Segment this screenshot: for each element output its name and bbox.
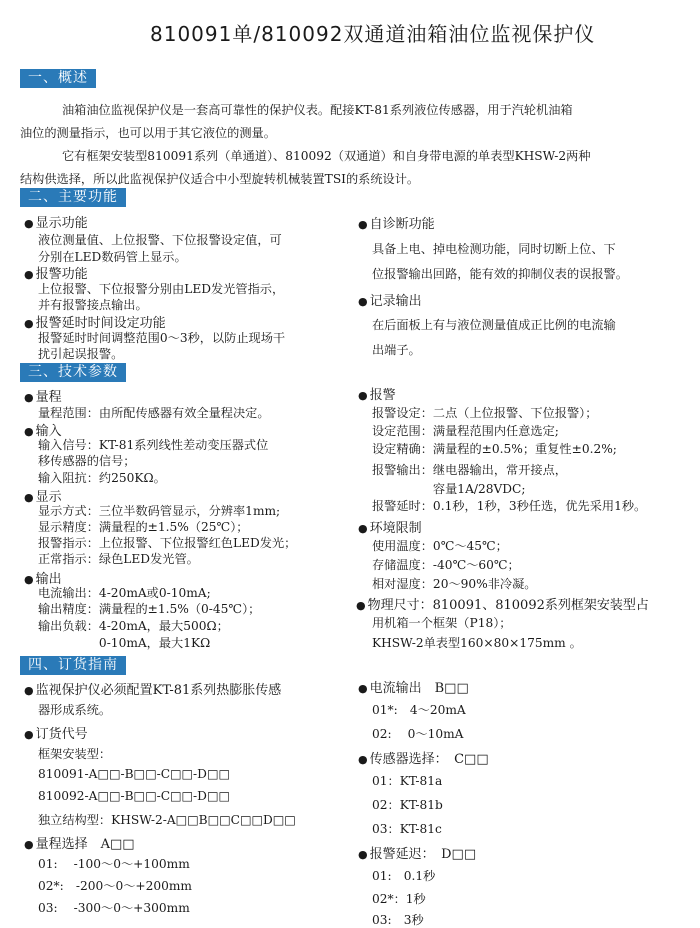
param-detail: KHSW-2单表型160×80×175mm 。 [372, 636, 582, 650]
param-detail: 输出负载：4-20mA，最大500Ω； [38, 619, 229, 633]
param-detail: 使用温度：0℃～45℃； [372, 539, 508, 553]
order-option: 03：KT-81c [372, 822, 442, 836]
overview-line: 结构供选择，所以此监视保护仪适合中小型旋转机械装置TSI的系统设计。 [20, 172, 420, 186]
function-detail: 分别在LED数码管上显示。 [38, 250, 187, 264]
order-item-current-output: ● 电流输出 B□□ [358, 677, 469, 696]
order-detail: 器形成系统。 [38, 703, 112, 717]
function-item-display: ● 显示功能 [24, 212, 88, 231]
param-detail: 量程范围：由所配传感器有效全量程决定。 [38, 406, 270, 420]
function-detail: 上位报警、下位报警分别由LED发光管指示， [38, 282, 285, 296]
param-item-output: ● 输出 [24, 568, 62, 587]
overview-line: 它有框架安装型810091系列（单通道）、810092（双通道）和自身带电源的单表型KHSW-2两种 [62, 149, 591, 163]
param-detail: 输出精度：满量程的±1.5%（0-45℃）； [38, 602, 261, 616]
order-option: 01：KT-81a [372, 774, 443, 788]
param-detail: 报警延时：0.1秒，1秒，3秒任选，优先采用1秒。 [372, 499, 647, 513]
order-code-810092: 810092-A□□-B□□-C□□-D□□ [38, 789, 230, 803]
function-detail: 扰引起误报警。 [38, 347, 124, 361]
param-detail: 正常指示：绿色LED发光管。 [38, 552, 199, 566]
function-detail: 液位测量值、上位报警、下位报警设定值，可 [38, 233, 282, 247]
param-detail: 报警指示：上位报警、下位报警红色LED发光； [38, 536, 297, 550]
overview-line: 油位的测量指示，也可以用于其它液位的测量。 [20, 126, 276, 140]
order-option: 01: 0.1秒 [372, 869, 436, 883]
param-detail: 存储温度：-40℃～60℃； [372, 558, 520, 572]
function-detail: 报警延时时间调整范围0～3秒，以防止现场干 [38, 331, 286, 345]
order-code-810091: 810091-A□□-B□□-C□□-D□□ [38, 767, 230, 781]
section-heading-functions: 二、主要功能 [20, 188, 126, 207]
param-detail: 显示精度：满量程的±1.5%（25℃）； [38, 520, 249, 534]
order-item-alarm-delay: ● 报警延迟： D□□ [358, 843, 476, 862]
param-detail: 用机箱一个框架（P18）； [372, 616, 512, 630]
function-detail: 在后面板上有与液位测量值成正比例的电流输 [372, 318, 616, 332]
param-detail: 报警输出：继电器输出，常开接点， [372, 463, 567, 477]
param-detail: 报警设定：二点（上位报警、下位报警）； [372, 406, 598, 420]
function-item-alarm: ● 报警功能 [24, 263, 88, 282]
function-item-self-diagnosis: ● 自诊断功能 [358, 213, 435, 232]
section-heading-overview: 一、概述 [20, 69, 96, 88]
order-item-requirement: ● 监视保护仪必须配置KT-81系列热膨胀传感 [24, 679, 281, 698]
function-detail: 出端子。 [372, 343, 421, 357]
param-detail: 0-10mA，最大1KΩ [38, 636, 211, 650]
param-detail: 容量1A/28VDC; [372, 482, 526, 496]
order-code-khsw2: 独立结构型：KHSW-2-A□□B□□C□□D□□ [38, 813, 296, 827]
param-detail: 显示方式：三位半数码管显示，分辨率1mm; [38, 504, 281, 518]
param-detail: 相对湿度：20～90%非冷凝。 [372, 577, 537, 591]
function-detail: 位报警输出回路，能有效的抑制仪表的误报警。 [372, 267, 628, 281]
function-detail: 并有报警接点输出。 [38, 298, 148, 312]
param-item-range: ● 量程 [24, 386, 62, 405]
overview-line: 油箱油位监视保护仪是一套高可靠性的保护仪表。配接KT-81系列液位传感器，用于汽轮机油箱 [62, 103, 573, 117]
param-detail: 设定精确：满量程的±0.5%；重复性±0.2%; [372, 442, 617, 456]
page-title: 810091单/810092双通道油箱油位监视保护仪 [150, 22, 596, 46]
order-option: 01*: 4～20mA [372, 703, 466, 717]
order-item-sensor-select: ● 传感器选择： C□□ [358, 748, 489, 767]
param-item-input: ● 输入 [24, 420, 62, 439]
param-detail: 电流输出：4-20mA或0-10mA; [38, 586, 211, 600]
param-detail: 输入阻抗：约250KΩ。 [38, 471, 166, 485]
order-option: 02: 0～10mA [372, 727, 464, 741]
param-detail: 移传感器的信号； [38, 454, 136, 468]
order-item-code: ● 订货代号 [24, 723, 88, 742]
function-item-record-output: ● 记录输出 [358, 290, 422, 309]
order-option: 03: -300～0～+300mm [38, 901, 190, 915]
order-item-range-select: ● 量程选择 A□□ [24, 833, 135, 852]
order-detail: 框架安装型： [38, 747, 112, 761]
param-item-display: ● 显示 [24, 486, 62, 505]
order-option: 03: 3秒 [372, 913, 424, 927]
function-detail: 具备上电、掉电检测功能，同时切断上位、下 [372, 242, 616, 256]
param-item-environment: ● 环境限制 [358, 517, 422, 536]
section-heading-params: 三、技术参数 [20, 363, 126, 382]
function-item-alarm-delay: ● 报警延时时间设定功能 [24, 312, 166, 331]
param-detail: 输入信号：KT-81系列线性差动变压器式位 [38, 438, 269, 452]
order-option: 02：KT-81b [372, 798, 443, 812]
order-option: 01: -100～0～+100mm [38, 857, 190, 871]
param-item-alarm: ● 报警 [358, 384, 396, 403]
section-heading-ordering: 四、订货指南 [20, 656, 126, 675]
param-item-dimensions: ● 物理尺寸：810091、810092系列框架安装型占 [356, 594, 649, 613]
param-detail: 设定范围：满量程范围内任意选定; [372, 424, 559, 438]
order-option: 02*：1秒 [372, 892, 426, 906]
order-option: 02*: -200～0～+200mm [38, 879, 192, 893]
